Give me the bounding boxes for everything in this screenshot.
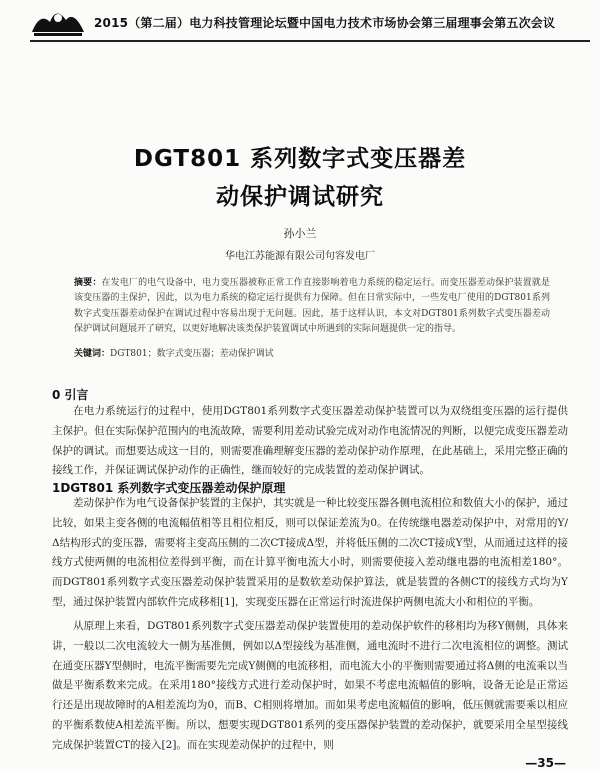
abstract-label: 摘要：	[74, 278, 102, 288]
conference-logo-icon	[30, 4, 86, 38]
paragraph: 从原理上来看，DGT801系列数字式变压器差动保护装置使用的差动保护软件的移相均为移Y侧侧，具体来讲，一般以二次电流较大一侧为基准侧，例如以Δ型接线为基准侧，通电流时不进行二次电流相位的调整。测试在通变压器Y型侧时，电流平衡需要先完成Y侧侧的电流移相，而电流大小的平衡则需要通过将Δ侧的电流乘以当做是平衡系数来完成。在采用180°接线方式进行差动保护时，如果不考虑电流幅值的影响，设备无论是正常运行还是出现故障时的A相差流均为0，而B、C相则将增加。而如果考虑电流幅值的影响，低压侧就需要乘以相应的平衡系数使A相差流平衡。所以，想要实现DGT801系列的变压器保护装置的差动保护，就要采用全星型接线完成保护装置CT的接入[2]。而在实现差动保护的过程中，则	[52, 620, 568, 751]
abstract	[74, 276, 550, 337]
article-title-line1: DGT801 系列数字式变压器差	[133, 146, 467, 172]
section-heading-introduction: 0 引言	[52, 388, 89, 402]
conference-header	[30, 4, 590, 38]
paragraph: 差动保护作为电气设备保护装置的主保护，其实就是一种比较变压器各侧电流相位和数值大小的保护，通过比较，如果主变各侧的电流幅值相等且相位相反，则可以保证差流为0。在传统继电器差动保护中，对常用的Y/Δ结构形式的变压器，需要将主变高压侧的二次CT接成Δ型，并将低压侧的二次CT接成Y型，从而通过这样的接线方式使两侧的电流相位差得到平衡，而在计算平衡电流大小时，则需要使接入差动继电器的电流相差180°。而DGT801系列数字式变压器差动保护装置采用的是数软差动保护算法，就是装置的各侧CT的接线方式均为Y型，通过保护装置内部软件完成移相[1]，实现变压器在正常运行时流进保护两侧电流大小和相位的平衡。	[52, 497, 568, 608]
keywords-label: 关键词：	[74, 349, 111, 359]
author: 孙小兰	[283, 227, 317, 240]
header-rule	[30, 40, 590, 42]
page-number: —35—	[525, 756, 566, 770]
affiliation: 华电江苏能源有限公司句容发电厂	[225, 251, 375, 262]
paragraph: 在电力系统运行的过程中，使用DGT801系列数字式变压器差动保护装置可以为双绕组变压器的运行提供主保护。但在实际保护范围内的电流故障，需要利用差动试验完成对动作电流情况的判断，以便完成变压器差动保护的调试。而想要达成这一目的，则需要准确理解变压器的差动保护动作原理，在此基础上，采用完整正确的接线工作，并保证调试保护动作的正确性，继而较好的完成装置的差动保护调试。	[52, 405, 568, 477]
abstract-text: 在发电厂的电气设备中，电力变压器被称正常工作直接影响着电力系统的稳定运行。而变压器差动保护装置就是该变压器的主保护，因此，以为电力系统的稳定运行提供有力保障。但在日常实际中，一些发电厂使用的DGT801系列数字式变压器差动保护在调试过程中容易出现于无问题。因此，基于这样认识，本文对DGT801系列数字式变压器差动保护调试问题展开了研究，以更好地解决该类保护装置调试中所遇到的实际问题提供一定的指导。	[74, 278, 550, 334]
keywords	[74, 346, 550, 359]
article-title-line2: 动保护调试研究	[216, 184, 384, 210]
keywords-text: DGT801；数字式变压器；差动保护调试	[110, 349, 274, 359]
section-heading-principle: 1DGT801 系列数字式变压器差动保护原理	[52, 481, 286, 495]
header-text: 2015（第二届）电力科技管理论坛暨中国电力技术市场协会第三届理事会第五次会议	[94, 16, 556, 30]
